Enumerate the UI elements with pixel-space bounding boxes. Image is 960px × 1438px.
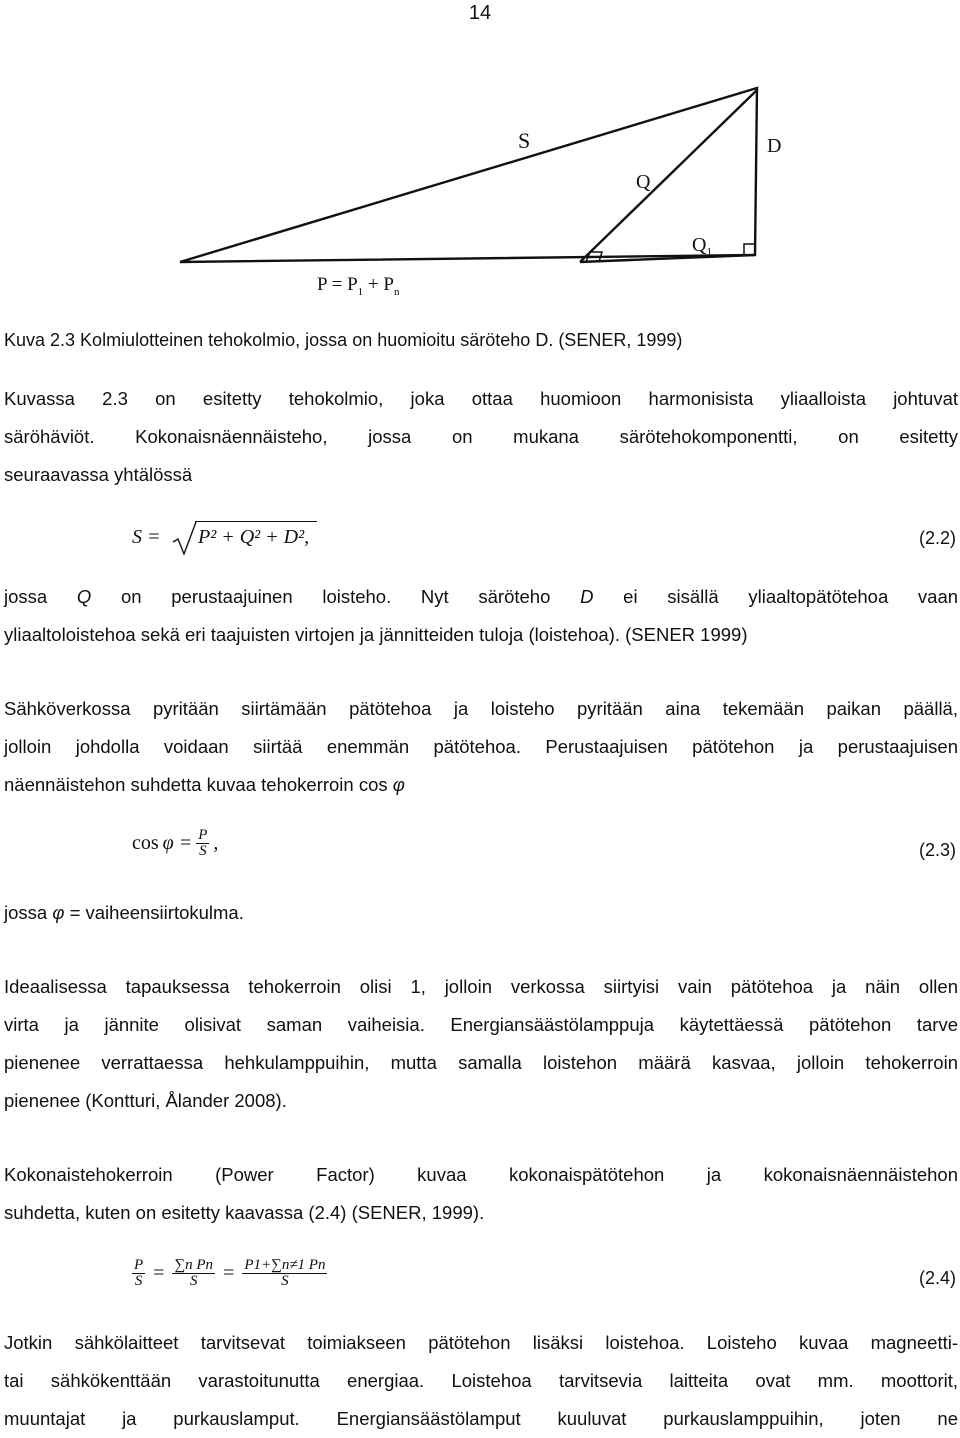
eq24-f2-num: ∑n Pn <box>174 1257 214 1273</box>
paragraph-3-line-1: Sähköverkossa pyritään siirtämään pätötehoa ja loisteho pyritään aina tekemään paikan päällä, <box>4 698 958 719</box>
eq24-fraction-2 <box>172 1258 215 1289</box>
eq23-phi: φ = <box>162 832 193 854</box>
eq22-rhs: P² + Q² + D², <box>198 526 310 548</box>
label-p-plus: + P <box>363 274 394 295</box>
paragraph-4-line-2: virta ja jännite olisivat saman vaiheisia. Energiansäästölamppuja käytettäessä pätötehon tarve <box>4 1014 958 1035</box>
label-p <box>317 274 400 298</box>
phi-definition <box>4 894 958 932</box>
label-s: S <box>518 128 531 153</box>
eq24-f3-num: P1+∑n≠1 Pn <box>244 1257 326 1273</box>
eq24-equals-2: = <box>223 1262 235 1284</box>
paragraph-5-line-1: Kokonaistehokerroin (Power Factor) kuvaa kokonaispätötehon ja kokonaisnäennäistehon <box>4 1164 958 1185</box>
p2-jossa: jossa <box>4 586 48 607</box>
eq23-denominator: S <box>196 843 209 859</box>
eq24-f1-den: S <box>132 1273 145 1289</box>
phi-def-symbol: φ <box>52 902 65 923</box>
page-number: 14 <box>468 2 492 24</box>
paragraph-2-line-1 <box>4 578 958 616</box>
label-q1 <box>692 234 712 258</box>
eq24-body <box>132 1258 327 1289</box>
eq24-f1-num: P <box>134 1257 144 1273</box>
figure-caption: Kuva 2.3 Kolmiulotteinen tehokolmio, jossa on huomioitu säröteho D. (SENER, 1999) <box>4 330 683 350</box>
phi-def-jossa: jossa <box>4 902 48 923</box>
p3-text: näennäistehon suhdetta kuvaa tehokerroin cos <box>4 774 388 795</box>
sqrt-bar <box>195 521 317 522</box>
p2-text-a: on perustaajuinen loisteho. Nyt säröteho <box>121 586 551 607</box>
paragraph-4-line-4: pienenee (Kontturi, Ålander 2008). <box>4 1090 287 1111</box>
eq24-equals-1: = <box>153 1262 165 1284</box>
paragraph-6-line-2: tai sähkökenttään varastoitunutta energiaa. Loistehoa tarvitsevia laitteita ovat mm. moottorit, <box>4 1370 958 1391</box>
label-q1-main: Q <box>692 234 707 256</box>
eq23-body <box>132 828 218 859</box>
label-d: D <box>767 135 782 157</box>
eq24-f3-den: S <box>242 1273 327 1289</box>
label-q1-sub: 1 <box>706 246 712 258</box>
eq23-cos: cos <box>132 832 159 854</box>
paragraph-1-line-3: seuraavassa yhtälössä <box>4 464 193 485</box>
label-q: Q <box>636 171 651 193</box>
p2-d-symbol: D <box>580 586 594 607</box>
eq23-comma: , <box>213 832 219 854</box>
paragraph-6-line-1: Jotkin sähkölaitteet tarvitsevat toimiakseen pätötehon lisäksi loistehoa. Loisteho kuvaa magneetti- <box>4 1332 958 1353</box>
paragraph-1-line-1: Kuvassa 2.3 on esitetty tehokolmio, joka ottaa huomioon harmonisista yliaalloista johtuvat <box>4 388 958 409</box>
eq24-fraction-1 <box>132 1258 145 1289</box>
eq22-lhs: S = <box>132 526 161 548</box>
sqrt-icon <box>172 520 198 556</box>
p2-q-symbol: Q <box>76 586 92 607</box>
label-p-main: P = P <box>317 274 358 295</box>
eq24-fraction-3 <box>242 1258 327 1289</box>
paragraph-2-line-2: yliaaltoloistehoa sekä eri taajuisten virtojen ja jännitteiden tuloja (loistehoa). (SENER 1999) <box>4 624 748 645</box>
paragraph-5-line-2: suhdetta, kuten on esitetty kaavassa (2.4) (SENER, 1999). <box>4 1202 485 1223</box>
right-angle-mark-d <box>744 244 755 255</box>
paragraph-1-line-2: säröhäviöt. Kokonaisnäennäisteho, jossa on mukana särötehokomponentti, on esitetty <box>4 426 958 447</box>
eq24-number: (2.4) <box>918 1268 956 1288</box>
paragraph-4-line-1: Ideaalisessa tapauksessa tehokerroin olisi 1, jolloin verkossa siirtyisi vain pätötehoa ja näin ollen <box>4 976 958 997</box>
label-p-subn: n <box>393 286 400 298</box>
power-triangle-figure <box>0 0 960 310</box>
paragraph-3-line-3 <box>4 766 958 804</box>
label-p-sub1: 1 <box>357 286 364 298</box>
eq23-numerator: P <box>198 827 208 843</box>
p2-text-b: ei sisällä yliaaltopätötehoa vaan <box>623 586 959 607</box>
paragraph-4-line-3: pienenee verrattaessa hehkulamppuihin, mutta samalla loistehon määrä kasvaa, jolloin tehokerroin <box>4 1052 958 1073</box>
eq24-f2-den: S <box>172 1273 215 1289</box>
phi-def-text: = vaiheensiirtokulma. <box>69 902 244 923</box>
eq22-number: (2.2) <box>918 528 956 548</box>
eq23-number: (2.3) <box>918 840 956 860</box>
p3-phi: φ <box>392 774 405 795</box>
paragraph-6-line-3: muuntajat ja purkauslamput. Energiansäästölamput kuuluvat purkauslamppuihin, joten ne <box>4 1408 958 1429</box>
paragraph-3-line-2: jolloin johdolla voidaan siirtää enemmän pätötehoa. Perustaajuisen pätötehon ja perustaajuisen <box>4 736 958 757</box>
eq23-fraction <box>196 828 209 859</box>
